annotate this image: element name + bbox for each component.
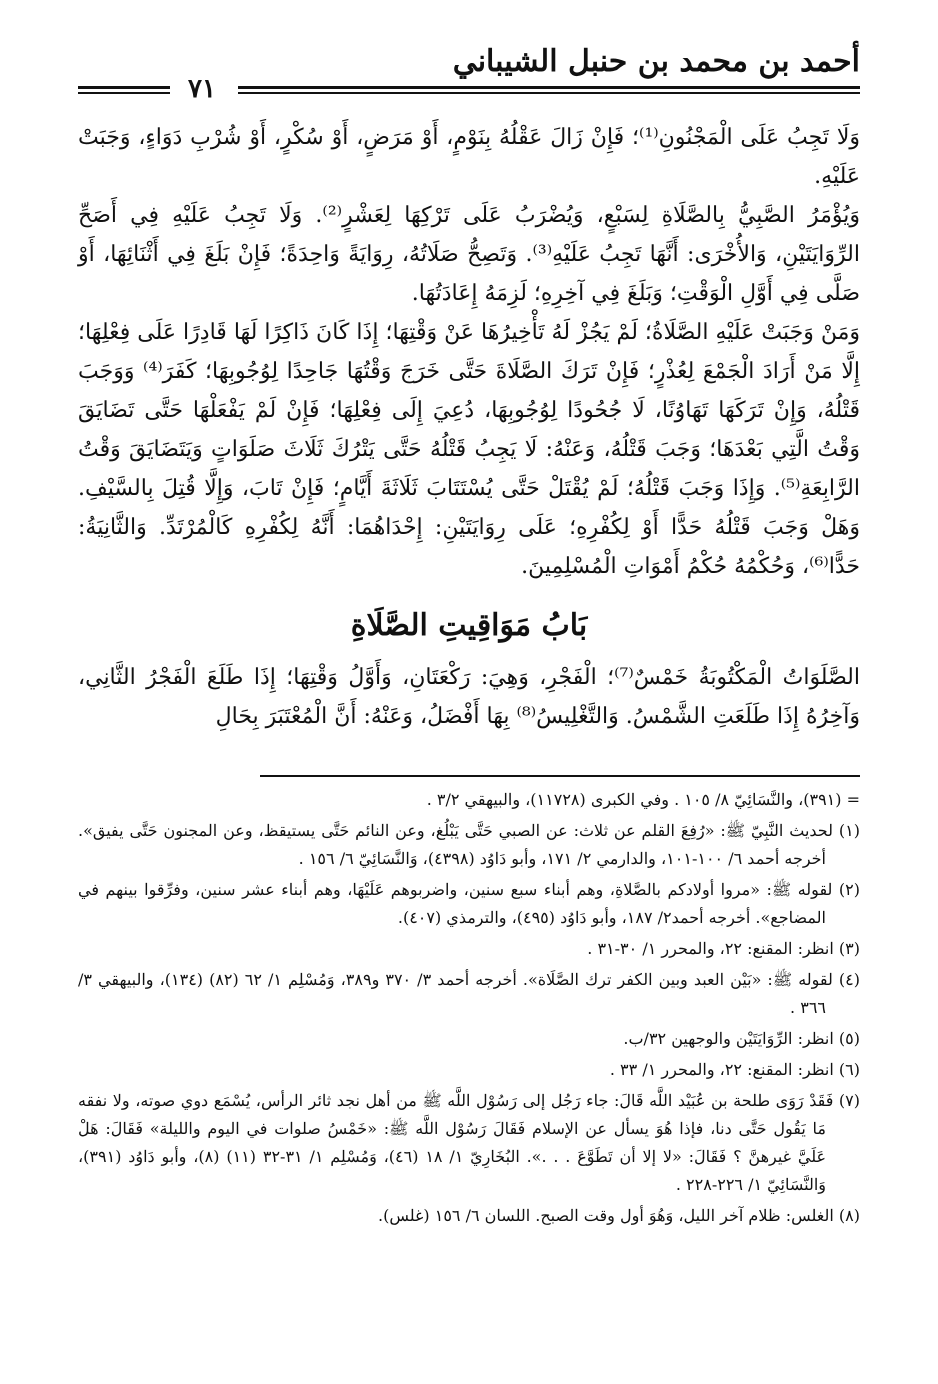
footnote-4: (٤) لقوله ﷺ: «بَيْن العبد وبين الكفر ترك الصَّلَاة». أخرجه أحمد ٣/ ٣٧٠ و٣٨٩، وَمُسْلِم ١/ ٦٢ (٨٢) (١٣٤)، والبيهقي ٣/ ٣٦٦ . (78, 970, 861, 1017)
footnote-3: (٣) انظر: المقنع: ٢٢، والمحرر ١/ ٣٠-٣١ . (587, 939, 860, 958)
paragraph-leaving-prayer: وَمَنْ وَجَبَتْ عَلَيْهِ الصَّلَاةُ؛ لَمْ يَجُزْ لَهُ تَأْخِيرُهَا عَنْ وَقْتِهَا؛ إِذَا كَانَ ذَاكِرًا لَهَا قَادِرًا عَلَى فِعْلِهَا؛ إِلَّا مَنْ أَرَادَ الْجَمْعَ لِعُذْرٍ؛ فَإِنْ تَرَكَ الصَّلَاةَ حَتَّى خَرَجَ وَقْتُهَا جَاحِدًا لِوُجُوبِهَا؛ كَفَرَ⁽⁴⁾ وَوَجَبَ قَتْلُهُ، وَإِنْ تَرَكَهَا تَهَاوُنًا، لَا جُحُودًا لِوُجُوبِهَا، دُعِيَ إِلَى فِعْلِهَا؛ فَإِنْ لَمْ يَفْعَلْهَا حَتَّى تَضَايَقَ وَقْتُ الَّتِي بَعْدَهَا؛ وَجَبَ قَتْلُهُ، وَعَنْهُ: لَا يَجِبُ قَتْلُهُ حَتَّى يَتْرُكَ ثَلَاثَ صَلَوَاتٍ وَيَتَضَايَقَ وَقْتُ الرَّابِعَةِ⁽⁵⁾. وَإِذَا وَجَبَ قَتْلُهُ؛ لَمْ يُقْتَلْ حَتَّى يُسْتَتَابَ ثَلَاثَةَ أَيَّامٍ؛ فَإِنْ تَابَ، وَإِلَّا قُتِلَ بِالسَّيْفِ. وَهَلْ وَجَبَ قَتْلُهُ حَدًّا أَوْ لِكُفْرِهِ؛ عَلَى رِوَايَتَيْنِ: إِحْدَاهُمَا: أَنَّهُ لِكُفْرِهِ كَالْمُرْتَدِّ. وَالثَّانِيَةُ: حَدًّا⁽⁶⁾، وَحُكْمُهُ حُكْمُ أَمْوَاتِ الْمُسْلِمِينَ. (78, 320, 860, 579)
footnote-separator (260, 775, 860, 777)
header-rule-long (238, 86, 860, 94)
footnotes (78, 786, 860, 1233)
header-rule-short (78, 86, 170, 94)
main-text (78, 118, 860, 736)
footnote-7: (٧) فَقَدْ رَوَى طلحة بن عُبَيْد اللَّه قَالَ: جاء رَجُل إلى رَسُوْل اللَّه ﷺ من أهل نجد ثائر الرأس، يُسْمَع دوي صوته، ولا نفقه مَا يَقُول حَتَّى دنا، فإذا هُوَ يسأل عن الإسلام فَقَالَ رَسُوْل اللَّه ﷺ: «خَمْسُ صلوات في اليوم والليلة» فَقَالَ: هَلْ عَلَيَّ غيرهنَّ ؟ فَقَالَ: «لا إلا أن تَطَوَّعَ . . .». البُخَارِيّ ١/ ١٨ (٤٦)، وَمُسْلِم ١/ ٣١-٣٢ (١١) (٨)، وأبو دَاوُد (٣٩١)، وَالنَّسَائِيّ ١/ ٢٢٦-٢٢٨ . (78, 1091, 861, 1194)
section-heading: بَابُ مَوَاقِيتِ الصَّلَاةِ (350, 608, 588, 643)
page-number: ٧١ (180, 76, 224, 102)
footnote-5: (٥) انظر: الرِّوَايَتَيْن والوجهين ٣٢/ب. (623, 1029, 860, 1048)
footnote-8: (٨) الغلس: ظلام آخر الليل، وَهُوَ أول وقت الصبح. اللسان ٦/ ١٥٦ (غلس). (378, 1206, 860, 1225)
paragraph-prayer-times: الصَّلَوَاتُ الْمَكْتُوبَةُ خَمْسٌ⁽⁷⁾؛ الْفَجْرِ، وَهِيَ: رَكْعَتَانِ، وَأَوَّلُ وَقْتِهَا؛ إِذَا طَلَعَ الْفَجْرُ الثَّانِي، وَآخِرُهُ إِذَا طَلَعَتِ الشَّمْسُ. وَالتَّغْلِيسُ⁽⁸⁾ بِهَا أَفْضَلُ، وَعَنْهُ: أَنَّ الْمُعْتَبَرَ بِحَالِ (78, 665, 860, 729)
footnote-6: (٦) انظر: المقنع: ٢٢، والمحرر ١/ ٣٣ . (609, 1060, 860, 1079)
paragraph-child-prayer: وَيُؤْمَرُ الصَّبِيُّ بِالصَّلَاةِ لِسَبْعٍ، وَيُضْرَبُ عَلَى تَرْكِهَا لِعَشْرٍ⁽²⁾. وَلَا تَجِبُ عَلَيْهِ فِي أَصَحِّ الرِّوَايَتَيْنِ، وَالأُخْرَى: أَنَّهَا تَجِبُ عَلَيْهِ⁽³⁾. وَتَصِحُّ صَلَاتُهُ، رِوَايَةً وَاحِدَةً؛ فَإِنْ بَلَغَ فِي أَثْنَائِهَا، أَوْ صَلَّى فِي أَوَّلِ الْوَقْتِ؛ وَبَلَغَ فِي آخِرِهِ؛ لَزِمَهُ إِعَادَتُهَا. (78, 203, 860, 306)
footnote-continuation: = (٣٩١)، والنَّسَائِيّ ٨/ ١٠٥ . وفي الكبرى (١١٧٢٨)، والبيهقي ٣/٢ . (426, 790, 860, 809)
header-title: أحمد بن محمد بن حنبل الشيباني (452, 44, 860, 79)
footnote-1: (١) لحديث النَّبِيّ ﷺ: «رُفِعَ القلم عن ثلاث: عن الصبي حَتَّى يَبْلُغ، وعن النائم حَتَّى يستيقظ، وعن المجنون حَتَّى يفيق». أخرجه أحمد ٦/ ١٠٠-١٠١، والدارمي ٢/ ١٧١، وأبو دَاوُد (٤٣٩٨)، وَالنَّسَائِيّ ٦/ ١٥٦ . (78, 821, 861, 868)
running-header (78, 42, 860, 104)
footnote-2: (٢) لقوله ﷺ: «مروا أولادكم بالصَّلاةِ، وهم أبناء سبع سنين، واضربوهم عَلَيْهَا، وهم أبناء عشر سنين، وفرِّقوا بينهم في المضاجع». أخرجه أحمد٢/ ١٨٧، وأبو دَاوُد (٤٩٥)، والترمذي (٤٠٧). (78, 880, 860, 927)
paragraph-insane: وَلَا تَجِبُ عَلَى الْمَجْنُونِ⁽¹⁾؛ فَإِنْ زَالَ عَقْلُهُ بِنَوْمٍ، أَوْ مَرَضٍ، أَوْ سُكْرٍ، أَوْ شُرْبِ دَوَاءٍ، وَجَبَتْ عَلَيْهِ. (78, 125, 861, 189)
